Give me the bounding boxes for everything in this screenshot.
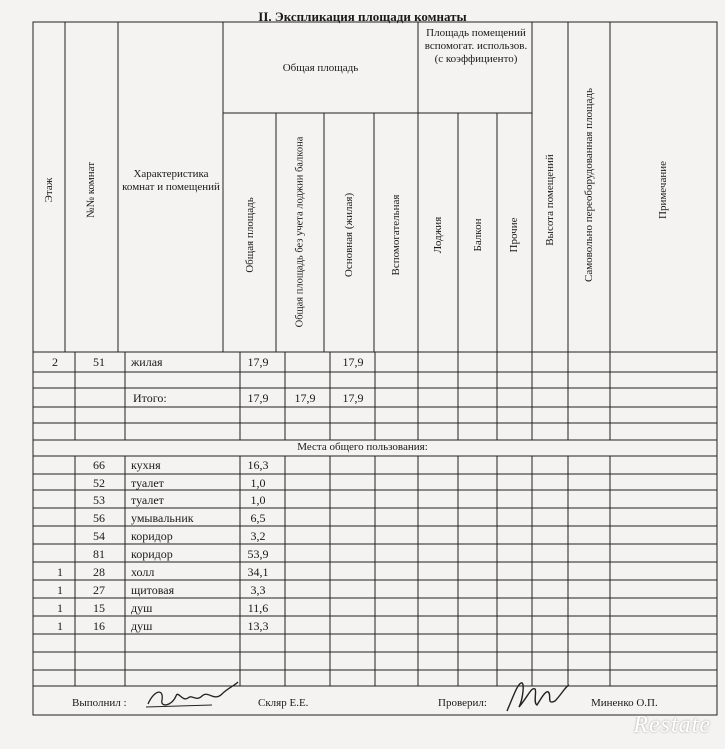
header-room-number: №№ комнат [85, 161, 97, 219]
header-other: Прочие [508, 217, 520, 253]
common-row-area: 34,1 [247, 565, 269, 579]
common-row-area: 3,3 [250, 583, 266, 597]
header-total-area-group: Общая площадь [282, 62, 359, 74]
room-row-name: жилая [131, 355, 163, 369]
total-row-no-loggia: 17,9 [294, 391, 316, 405]
room-row-floor: 2 [52, 355, 58, 369]
common-row-area: 13,3 [247, 619, 269, 633]
header-balcony: Балкон [472, 218, 484, 252]
common-row-name: коридор [131, 547, 173, 561]
common-row-number: 52 [93, 476, 105, 490]
checked-signature-icon [503, 677, 573, 717]
checked-name: Миненко О.П. [591, 697, 658, 709]
common-row-number: 28 [93, 565, 105, 579]
room-row-main: 17,9 [342, 355, 364, 369]
common-row-area: 1,0 [250, 476, 266, 490]
common-row-floor: 1 [57, 619, 63, 633]
common-row-name: коридор [131, 529, 173, 543]
common-row-area: 16,3 [247, 458, 269, 472]
document-title: II. Экспликация площади комнаты [258, 9, 467, 24]
room-row-number: 51 [93, 355, 105, 369]
performed-signature-icon [142, 680, 242, 712]
header-total-area-no-loggias: Общая площадь без учета лоджии балкона [294, 136, 306, 328]
common-row-area: 3,2 [250, 529, 266, 543]
common-row-name: холл [131, 565, 155, 579]
header-aux-area-group: Площадь помещений вспомогат. использов. (с коэффициенто) [424, 27, 528, 65]
room-row-total: 17,9 [247, 355, 269, 369]
common-row-number: 81 [93, 547, 105, 561]
performed-name: Скляр Е.Е. [258, 697, 309, 709]
common-row-name: душ [131, 619, 153, 633]
header-floor: Этаж [43, 177, 55, 203]
common-row-area: 6,5 [250, 511, 266, 525]
header-characteristic: Характеристика комнат и помещений [122, 168, 220, 193]
common-row-floor: 1 [57, 583, 63, 597]
performed-label: Выполнил : [72, 697, 127, 709]
total-row-label: Итого: [133, 391, 167, 405]
common-row-floor: 1 [57, 565, 63, 579]
total-row-total: 17,9 [247, 391, 269, 405]
header-note: Примечание [657, 161, 669, 219]
common-row-number: 27 [93, 583, 105, 597]
header-main-living: Основная (жилая) [343, 192, 355, 278]
header-loggia: Лоджия [432, 216, 444, 254]
common-row-floor: 1 [57, 601, 63, 615]
common-row-area: 11,6 [247, 601, 269, 615]
common-row-name: кухня [131, 458, 161, 472]
common-row-number: 16 [93, 619, 105, 633]
common-row-area: 1,0 [250, 493, 266, 507]
common-row-name: умывальник [131, 511, 194, 525]
header-room-height: Высота помещений [544, 154, 556, 246]
header-auxiliary: Вспомогательная [390, 194, 402, 276]
watermark-logo: Restate [633, 712, 711, 738]
common-row-number: 56 [93, 511, 105, 525]
common-section-label: Места общего пользования: [297, 441, 428, 453]
common-row-number: 54 [93, 529, 105, 543]
header-total-area: Общая площадь [244, 197, 256, 273]
common-row-name: щитовая [131, 583, 175, 597]
common-row-name: туалет [131, 476, 164, 490]
common-row-name: душ [131, 601, 153, 615]
total-row-main: 17,9 [342, 391, 364, 405]
header-self-reequipped: Самовольно переоборудованная площадь [583, 87, 595, 283]
checked-label: Проверил: [438, 697, 487, 709]
common-row-number: 15 [93, 601, 105, 615]
common-row-number: 53 [93, 493, 105, 507]
common-row-name: туалет [131, 493, 164, 507]
common-row-area: 53,9 [247, 547, 269, 561]
common-row-number: 66 [93, 458, 105, 472]
